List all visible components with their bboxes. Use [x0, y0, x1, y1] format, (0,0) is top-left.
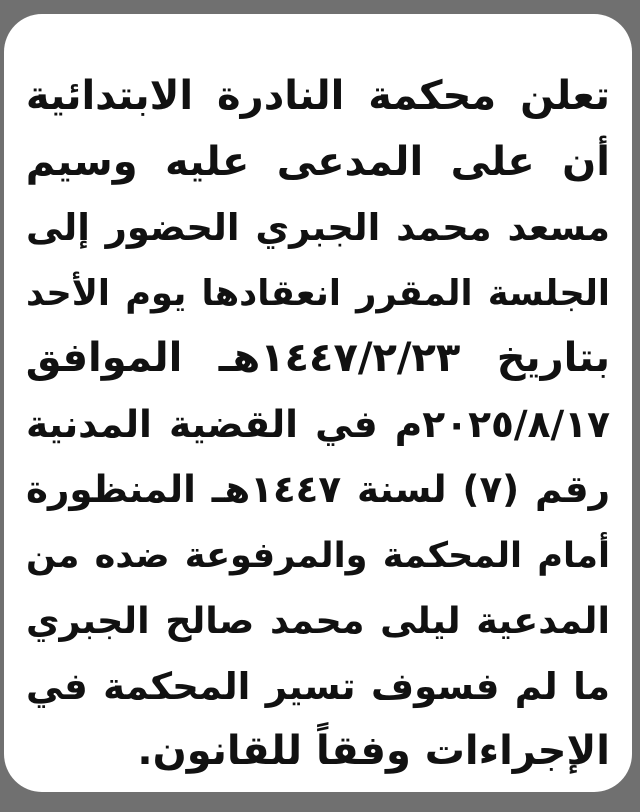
- notice-line-6: ٢٠٢٥/٨/١٧م في القضية المدنية: [26, 401, 610, 446]
- notice-line-2: أن على المدعى عليه وسيم: [25, 138, 610, 185]
- notice-line-3: مسعد محمد الجبري الحضور إلى: [26, 206, 610, 249]
- notice-line-8: أمام المحكمة والمرفوعة ضده من: [26, 534, 610, 576]
- notice-line-10: ما لم فسوف تسير المحكمة في: [26, 664, 610, 708]
- notice-line-4: الجلسة المقرر انعقادها يوم الأحد: [26, 272, 610, 314]
- notice-line-7: رقم (٧) لسنة ١٤٤٧هـ المنظورة: [26, 467, 610, 511]
- notice-card: [4, 14, 632, 792]
- notice-line-11: الإجراءات وفقاً للقانون.: [137, 728, 610, 774]
- notice-text: [26, 64, 610, 785]
- notice-line-5: بتاريخ ١٤٤٧/٢/٢٣هـ الموافق: [25, 335, 610, 381]
- notice-line-9: المدعية ليلى محمد صالح الجبري: [26, 599, 610, 642]
- notice-line-1: تعلن محكمة النادرة الابتدائية: [25, 73, 610, 119]
